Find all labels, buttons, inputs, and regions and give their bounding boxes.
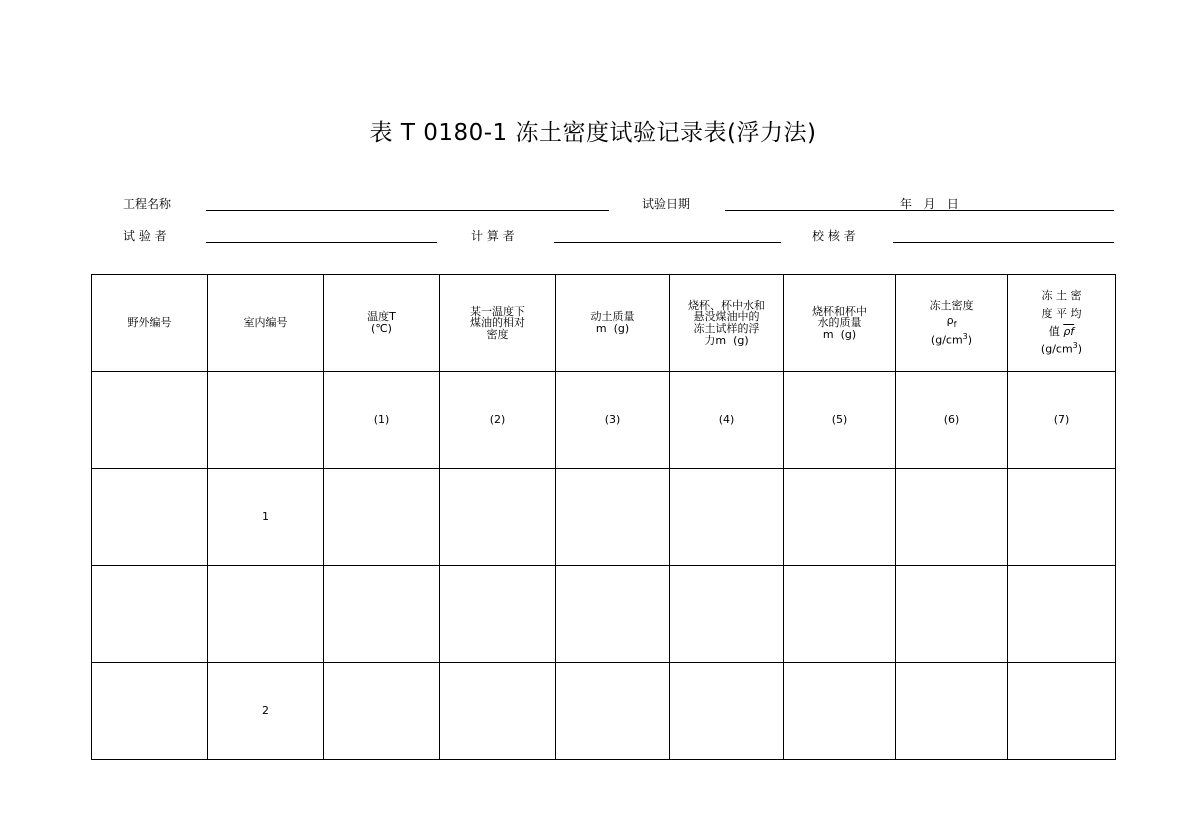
table-cell[interactable]: [896, 566, 1008, 663]
index-cell: (4): [670, 372, 784, 469]
project-name-label: 工程名称: [123, 197, 172, 211]
index-cell: (1): [324, 372, 440, 469]
table-cell[interactable]: [556, 566, 670, 663]
project-name-field[interactable]: [206, 210, 609, 211]
table-cell[interactable]: [1008, 566, 1116, 663]
header-soil-mass: 动土质量 m (g): [556, 275, 670, 372]
index-cell: (6): [896, 372, 1008, 469]
table-cell[interactable]: [324, 566, 440, 663]
table-cell[interactable]: 2: [208, 663, 324, 760]
header-field-no: 野外编号: [92, 275, 208, 372]
tester-label: 试 验 者: [123, 229, 167, 243]
table-cell[interactable]: [896, 469, 1008, 566]
header-frozen-density: 冻土密度 $\rho_f$ $(g/cm^3)$: [896, 275, 1008, 372]
index-cell: (3): [556, 372, 670, 469]
table-cell[interactable]: [440, 469, 556, 566]
table-cell[interactable]: [784, 469, 896, 566]
table-cell[interactable]: [92, 469, 208, 566]
header-beaker-water-mass: 烧杯和杯中 水的质量 m (g): [784, 275, 896, 372]
table-cell[interactable]: [784, 566, 896, 663]
table-cell[interactable]: [670, 469, 784, 566]
header-buoyancy: 烧杯、杯中水和 悬没煤油中的 冻土试样的浮 力m (g): [670, 275, 784, 372]
tester-field[interactable]: [206, 242, 437, 243]
table-cell[interactable]: [440, 663, 556, 760]
table-cell[interactable]: [1008, 469, 1116, 566]
header-row: [92, 275, 1116, 372]
table-cell: [92, 372, 208, 469]
index-cell: (5): [784, 372, 896, 469]
table-cell[interactable]: [784, 663, 896, 760]
header-temperature: 温度T (℃): [324, 275, 440, 372]
table-cell[interactable]: [324, 663, 440, 760]
date-units: 年 月 日: [900, 197, 959, 211]
table-row: [92, 469, 1116, 566]
index-cell: (2): [440, 372, 556, 469]
table-cell[interactable]: [208, 566, 324, 663]
checker-field[interactable]: [893, 242, 1114, 243]
table-cell[interactable]: [324, 469, 440, 566]
table-cell[interactable]: 1: [208, 469, 324, 566]
index-row: [92, 372, 1116, 469]
table-row: [92, 663, 1116, 760]
table-cell[interactable]: [896, 663, 1008, 760]
checker-label: 校 核 者: [812, 229, 856, 243]
table-cell[interactable]: [556, 663, 670, 760]
table-cell[interactable]: [670, 663, 784, 760]
test-date-label: 试验日期: [642, 197, 691, 211]
header-lab-no: 室内编号: [208, 275, 324, 372]
table-row: [92, 566, 1116, 663]
calculator-field[interactable]: [554, 242, 781, 243]
table-cell[interactable]: [440, 566, 556, 663]
table-cell[interactable]: [670, 566, 784, 663]
table-cell[interactable]: [556, 469, 670, 566]
table-cell[interactable]: [1008, 663, 1116, 760]
header-avg-density: 冻 土 密 度 平 均 值 $\overline{\rho f}$ $(g/cm^3)$: [1008, 275, 1116, 372]
header-kerosene-density: 某一温度下 煤油的相对 密度: [440, 275, 556, 372]
page-title: 表 T 0180-1 冻土密度试验记录表(浮力法): [369, 120, 817, 146]
calculator-label: 计 算 者: [471, 229, 515, 243]
table-cell[interactable]: [92, 663, 208, 760]
index-cell: (7): [1008, 372, 1116, 469]
table-cell: [208, 372, 324, 469]
record-table: [91, 274, 1116, 760]
table-cell[interactable]: [92, 566, 208, 663]
